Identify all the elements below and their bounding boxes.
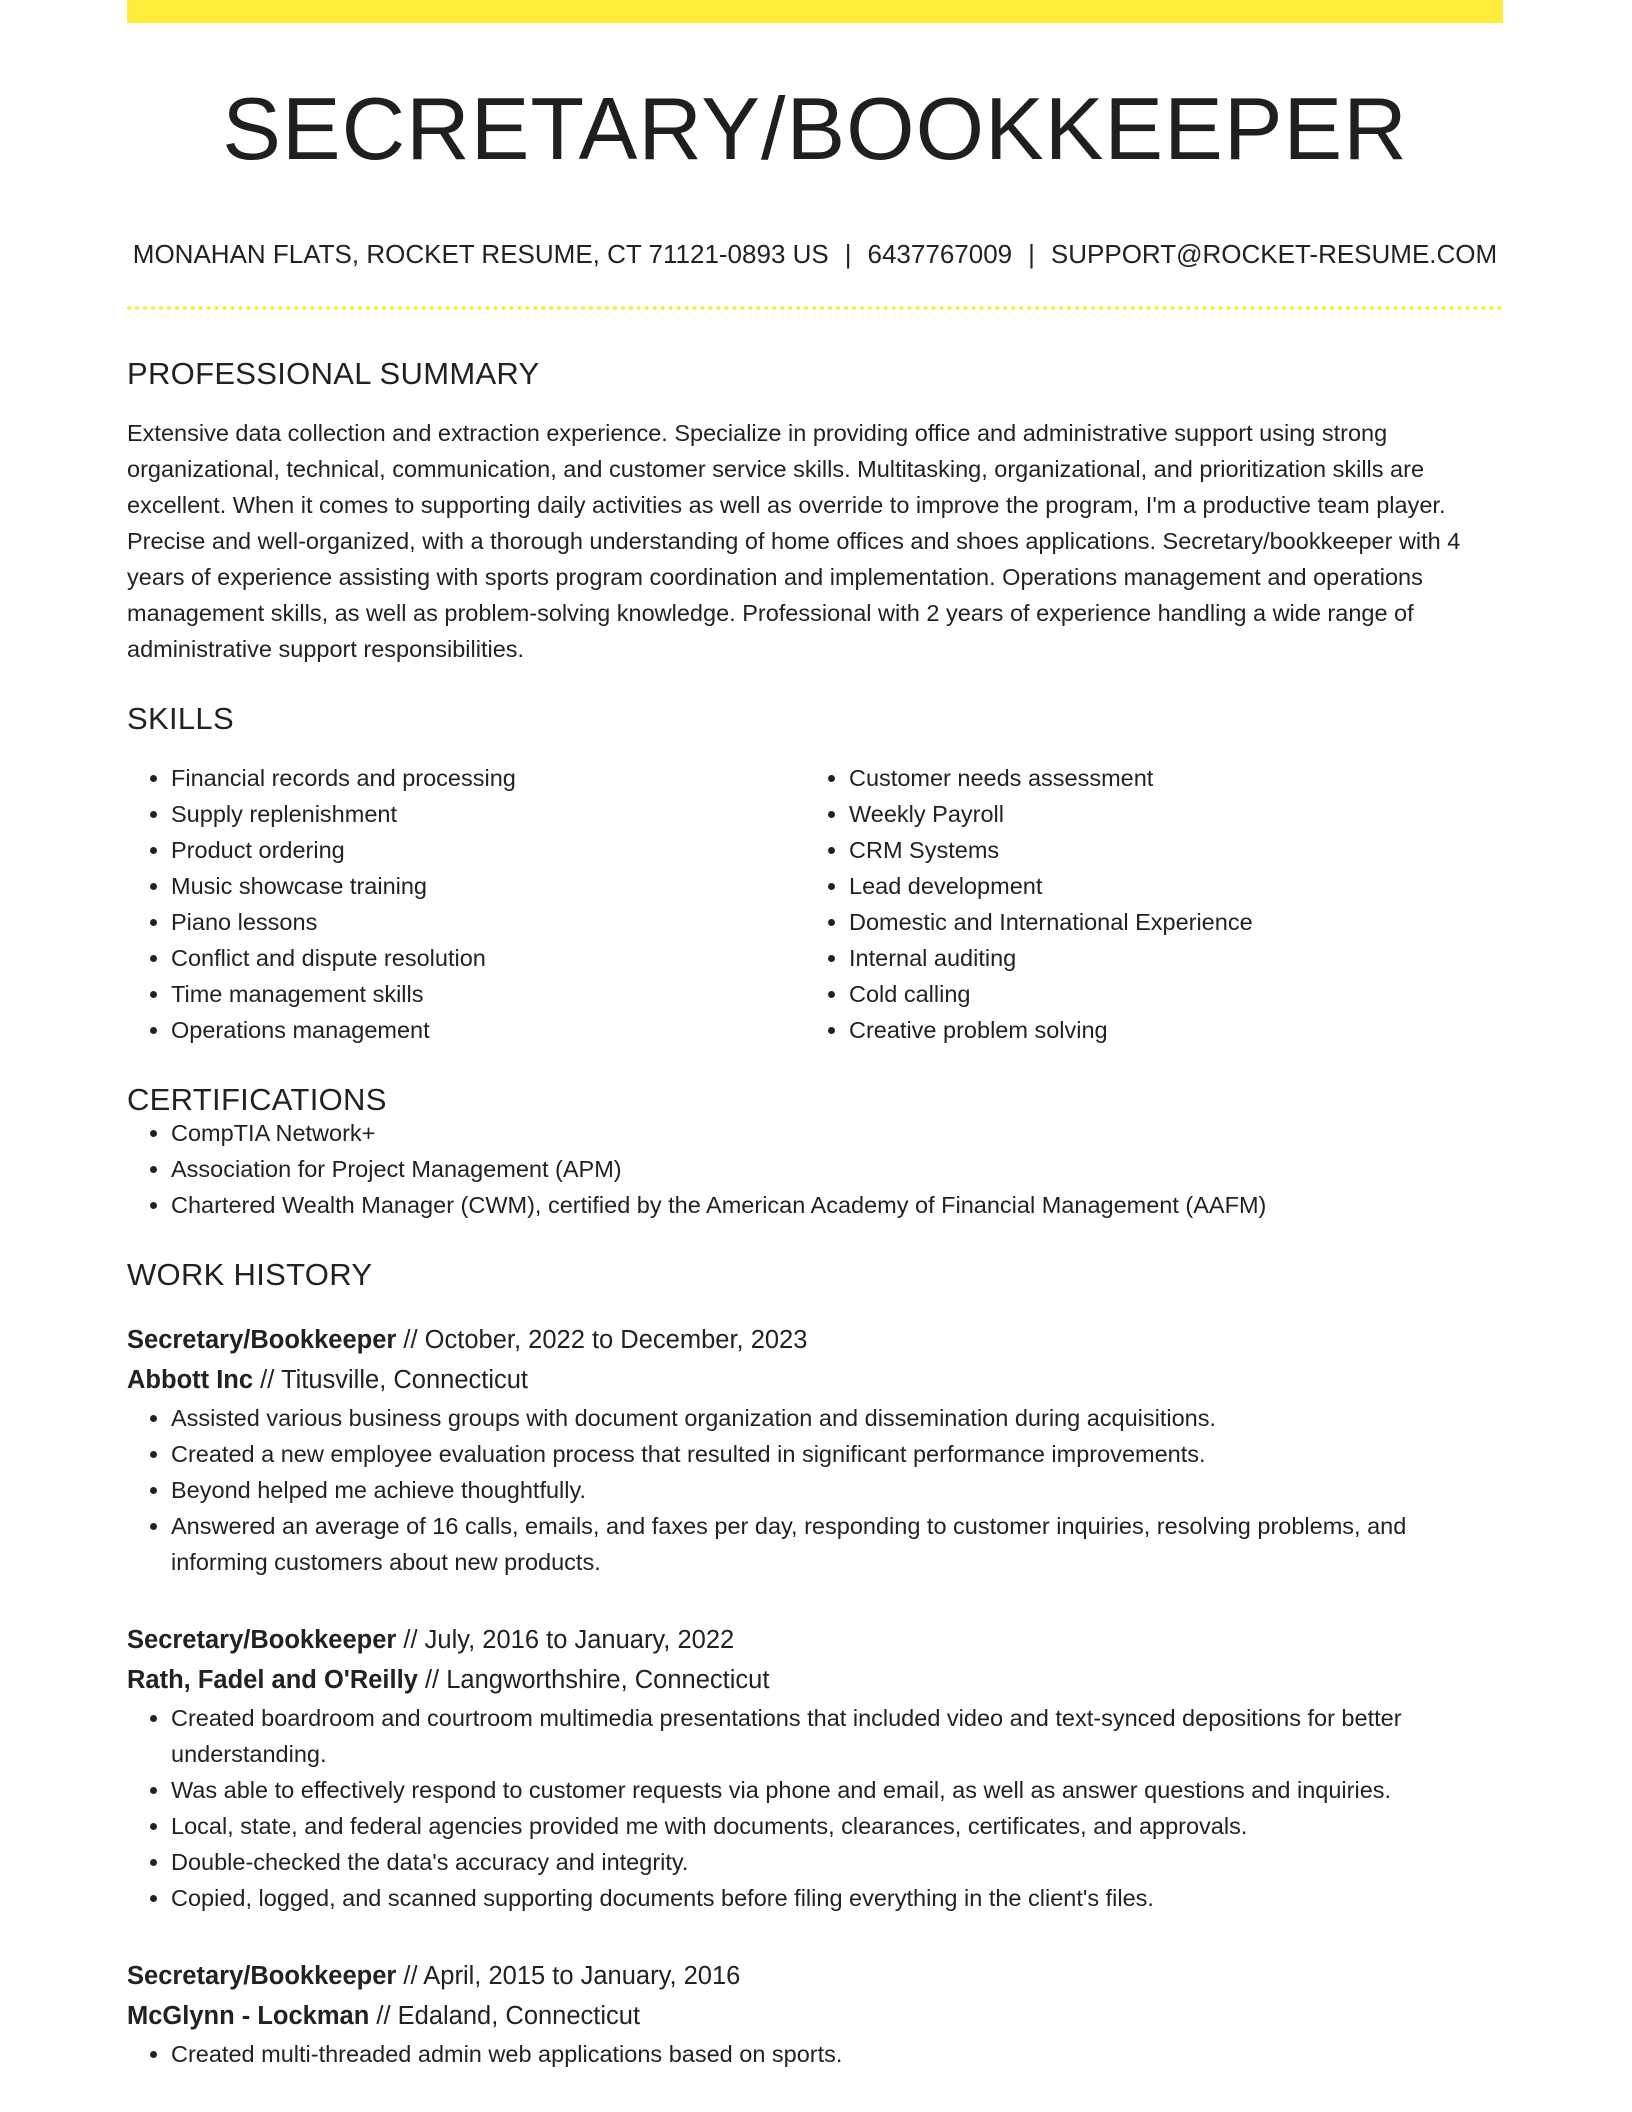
accent-bar <box>127 0 1503 23</box>
resume-name: SECRETARY/BOOKKEEPER <box>222 79 1408 178</box>
skill-item: • Lead development <box>849 868 1483 904</box>
contact-separator: | <box>1028 239 1035 269</box>
job-company-line <box>127 1360 1503 1400</box>
job-entry <box>127 1956 1503 2072</box>
job-dates: // April, 2015 to January, 2016 <box>403 1962 741 1990</box>
job-bullet-list <box>127 1400 1503 1580</box>
skill-item: • Conflict and dispute resolution <box>171 940 805 976</box>
job-bullet: • Created a new employee evaluation process that resulted in significant performance improvements. <box>171 1436 1503 1472</box>
job-dates: // October, 2022 to December, 2023 <box>403 1326 808 1354</box>
job-bullet: • Created boardroom and courtroom multimedia presentations that included video and text-synced depositions for better understanding. <box>171 1700 1503 1772</box>
job-bullet: • Answered an average of 16 calls, emails, and faxes per day, responding to customer inquiries, resolving problems, and informing customers about new products. <box>171 1508 1503 1580</box>
skills-heading: SKILLS <box>127 701 234 736</box>
skill-item: • Internal auditing <box>849 940 1483 976</box>
job-title-line <box>127 1620 1503 1660</box>
contact-address: MONAHAN FLATS, ROCKET RESUME, CT 71121-0893 US <box>132 239 829 269</box>
job-company-line <box>127 1660 1503 1700</box>
certifications-heading: CERTIFICATIONS <box>127 1082 387 1117</box>
job-bullet-list <box>127 2036 1503 2072</box>
job-bullet: • Local, state, and federal agencies provided me with documents, clearances, certificates, and approvals. <box>171 1808 1503 1844</box>
job-location: // Langworthshire, Connecticut <box>424 1666 770 1694</box>
job-bullet: • Created multi-threaded admin web applications based on sports. <box>171 2036 1503 2072</box>
skill-item: • Weekly Payroll <box>849 796 1483 832</box>
job-company: McGlynn - Lockman <box>127 2002 370 2030</box>
resume-page <box>127 0 1503 2072</box>
skill-item: • Product ordering <box>171 832 805 868</box>
job-bullet: • Beyond helped me achieve thoughtfully. <box>171 1472 1503 1508</box>
skill-item: • CRM Systems <box>849 832 1483 868</box>
skill-item: • Financial records and processing <box>171 760 805 796</box>
job-company: Abbott Inc <box>127 1366 254 1394</box>
certification-item: • Association for Project Management (APM) <box>171 1151 1503 1187</box>
skill-item: • Music showcase training <box>171 868 805 904</box>
skill-item: • Customer needs assessment <box>849 760 1483 796</box>
job-role: Secretary/Bookkeeper <box>127 1326 397 1354</box>
skills-column-right <box>805 760 1483 1048</box>
skill-item: • Supply replenishment <box>171 796 805 832</box>
summary-text: Extensive data collection and extraction experience. Specialize in providing office and administrative support using strong organizational, technical, communication, and customer service skills. Multitasking, organizational, and prioritization skills are excellent. When it comes to supporting daily activities as well as override to improve the program, I'm a productive team player. Precise and well-organized, with a thorough understanding of home offices and shoes applications. Secretary/bookkeeper with 4 years of experience assisting with sports program coordination and implementation. Operations management and operations management skills, as well as problem-solving knowledge. Professional with 2 years of experience handling a wide range of administrative support responsibilities. <box>127 420 1461 662</box>
skill-item: • Piano lessons <box>171 904 805 940</box>
skill-item: • Domestic and International Experience <box>849 904 1483 940</box>
contact-line <box>127 241 1503 267</box>
skill-item: • Cold calling <box>849 976 1483 1012</box>
skill-item: • Creative problem solving <box>849 1012 1483 1048</box>
job-location: // Titusville, Connecticut <box>260 1366 529 1394</box>
job-dates: // July, 2016 to January, 2022 <box>403 1626 735 1654</box>
certification-item: • CompTIA Network+ <box>171 1115 1503 1151</box>
skills-list-left <box>127 760 805 1048</box>
job-bullet: • Assisted various business groups with document organization and dissemination during acquisitions. <box>171 1400 1503 1436</box>
job-bullet: • Copied, logged, and scanned supporting documents before filing everything in the client's files. <box>171 1880 1503 1916</box>
certification-item: • Chartered Wealth Manager (CWM), certified by the American Academy of Financial Management (AAFM) <box>171 1187 1503 1223</box>
job-title-line <box>127 1956 1503 1996</box>
job-company: Rath, Fadel and O'Reilly <box>127 1666 418 1694</box>
summary-heading: PROFESSIONAL SUMMARY <box>127 356 540 391</box>
contact-email[interactable]: SUPPORT@ROCKET-RESUME.COM <box>1050 239 1498 269</box>
job-role: Secretary/Bookkeeper <box>127 1962 397 1990</box>
job-bullet-list <box>127 1700 1503 1916</box>
job-company-line <box>127 1996 1503 2036</box>
skills-grid <box>127 760 1503 1048</box>
skill-item: • Operations management <box>171 1012 805 1048</box>
job-bullet: • Double-checked the data's accuracy and integrity. <box>171 1844 1503 1880</box>
contact-separator: | <box>844 239 852 269</box>
skills-column-left <box>127 760 805 1048</box>
job-location: // Edaland, Connecticut <box>376 2002 641 2030</box>
job-bullet: • Was able to effectively respond to customer requests via phone and email, as well as answer questions and inquiries. <box>171 1772 1503 1808</box>
skill-item: • Time management skills <box>171 976 805 1012</box>
contact-phone[interactable]: 6437767009 <box>867 239 1013 269</box>
job-role: Secretary/Bookkeeper <box>127 1626 397 1654</box>
job-entry <box>127 1620 1503 1916</box>
certifications-list <box>127 1115 1503 1223</box>
job-entry <box>127 1320 1503 1580</box>
dotted-divider <box>127 306 1503 310</box>
skills-list-right <box>805 760 1483 1048</box>
job-title-line <box>127 1320 1503 1360</box>
work-history-heading: WORK HISTORY <box>127 1257 373 1292</box>
